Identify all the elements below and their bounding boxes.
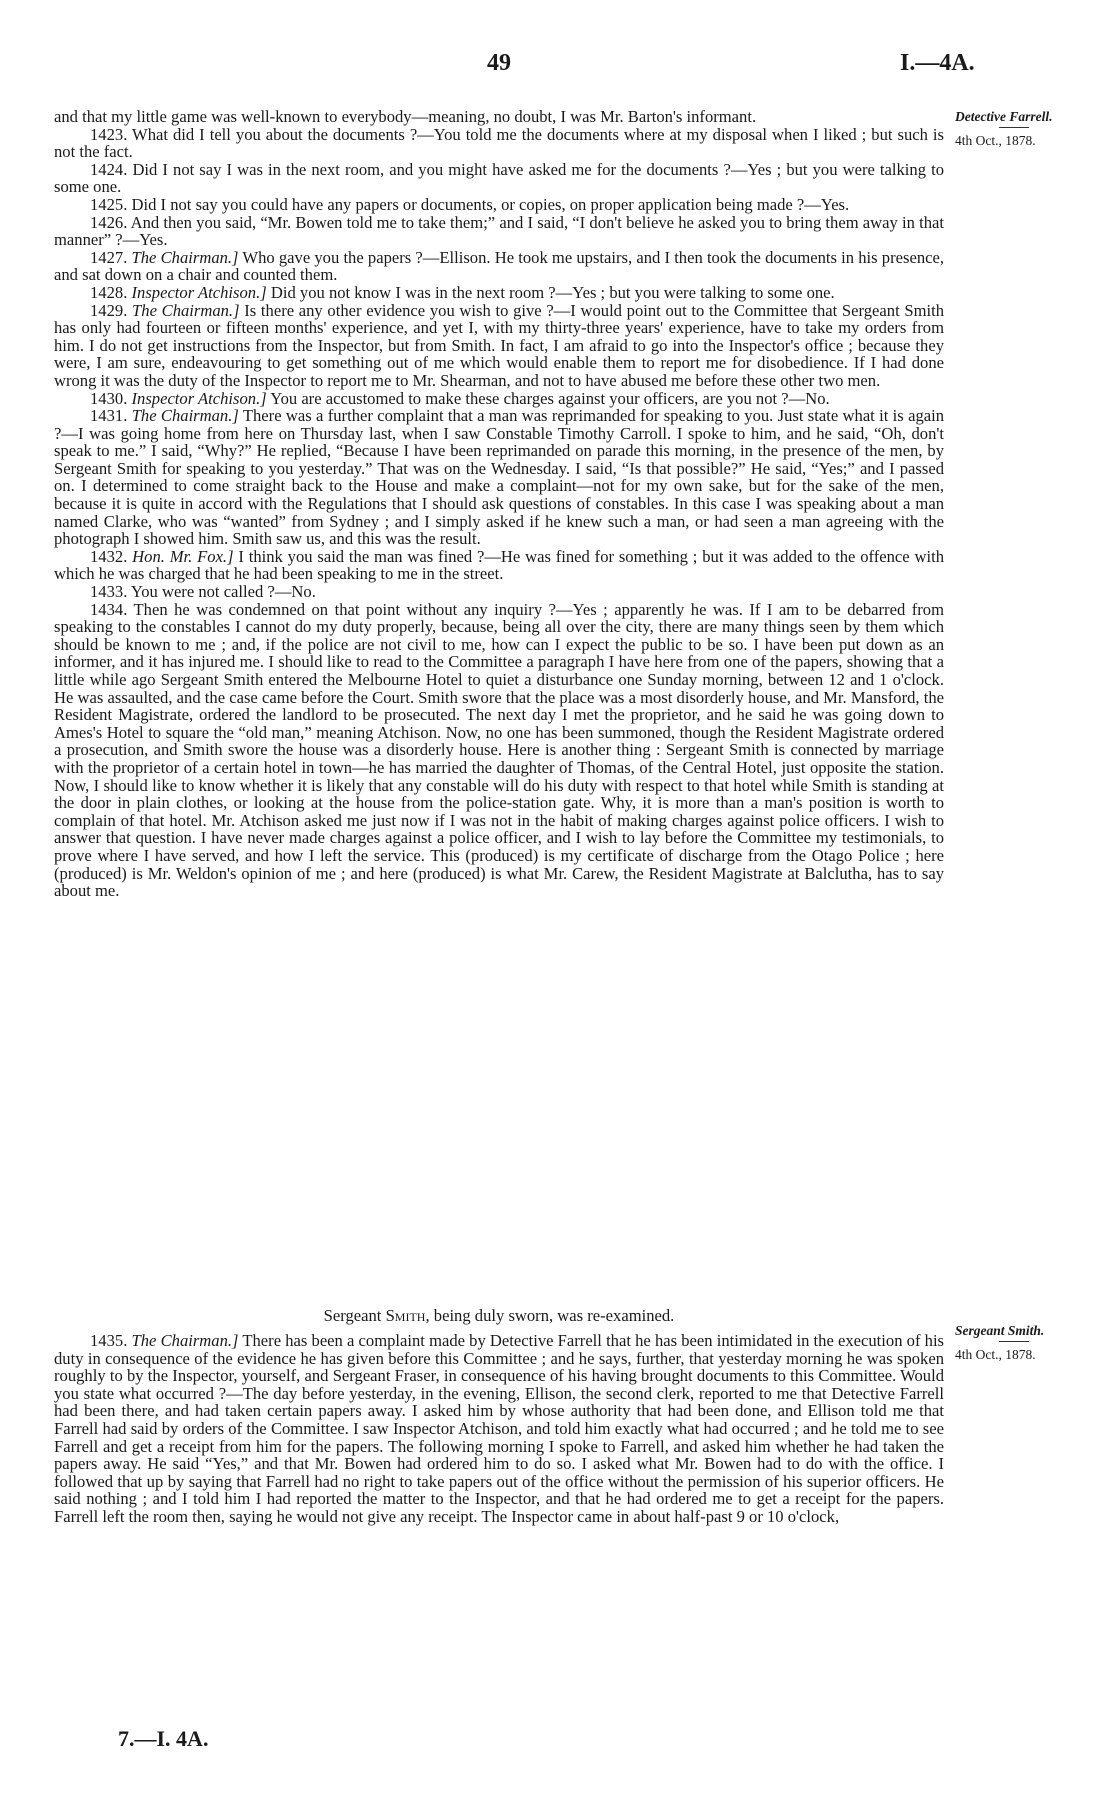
question-number: 1423. bbox=[90, 124, 128, 144]
question-number: 1431. bbox=[90, 406, 128, 426]
question-paragraph bbox=[54, 108, 944, 126]
margin-rule bbox=[999, 127, 1029, 128]
question-number: 1429. bbox=[90, 300, 128, 320]
question-number: 1427. bbox=[90, 247, 128, 267]
testimony-text: You were not called ?—No. bbox=[130, 582, 316, 602]
heading-name: Smith, bbox=[385, 1306, 430, 1325]
evidence-section-farrell bbox=[54, 108, 944, 900]
speaker-name: The Chairman.] bbox=[131, 1331, 239, 1350]
question-paragraph bbox=[54, 548, 944, 583]
margin-note-farrell bbox=[955, 108, 1095, 149]
paper-reference: I.—4A. bbox=[900, 50, 975, 76]
speaker-name: Hon. Mr. Fox.] bbox=[132, 546, 234, 566]
question-number: 1432. bbox=[90, 546, 128, 566]
evidence-section-smith bbox=[54, 1332, 944, 1526]
testimony-text: And then you said, “Mr. Bowen told me to take them;” and I said, “I don't believe he asked you to bring them away in that manner” ?—Yes. bbox=[54, 212, 944, 250]
question-paragraph bbox=[54, 284, 944, 302]
question-paragraph bbox=[54, 583, 944, 601]
question-number: 1430. bbox=[90, 388, 128, 408]
margin-witness-name: Sergeant Smith. bbox=[955, 1323, 1045, 1338]
testimony-text: Who gave you the papers ?—Ellison. He took me upstairs, and I then took the documents in his presence, and sat down on a chair and counted them. bbox=[54, 247, 944, 285]
testimony-text: Did I not say I was in the next room, and you might have asked me for the documents ?—Yes ; but you were talking to some one. bbox=[54, 159, 944, 197]
testimony-text: What did I tell you about the documents ?—You told me the documents where at my disposal when I liked ; but such is not the fact. bbox=[54, 124, 944, 162]
signature-reference: 7.—I. 4A. bbox=[118, 1726, 209, 1751]
margin-witness-name: Detective Farrell. bbox=[955, 109, 1053, 124]
question-paragraph bbox=[54, 407, 944, 548]
question-number: 1424. bbox=[90, 159, 128, 179]
question-number: 1425. bbox=[90, 194, 128, 214]
speaker-name: The Chairman.] bbox=[131, 247, 239, 267]
testimony-text: You are accustomed to make these charges against your officers, are you not ?—No. bbox=[270, 388, 830, 408]
margin-note-smith bbox=[955, 1322, 1095, 1363]
speaker-name: Inspector Atchison.] bbox=[131, 388, 267, 408]
question-paragraph bbox=[54, 1332, 944, 1526]
question-paragraph bbox=[54, 302, 944, 390]
margin-date: 4th Oct., 1878. bbox=[955, 133, 1036, 148]
heading-suffix: being duly sworn, was re-examined. bbox=[433, 1306, 675, 1325]
testimony-text: Is there any other evidence you wish to give ?—I would point out to the Committee that Sergeant Smith has only had fourteen or fifteen months' experience, and yet I, with my thirty-three years' experience, have to take my orders from him. I do not get instructions from the Inspector, but from Smith. In fact, I am afraid to go into the Inspector's office ; because they were, I am sure, endeavouring to get something out of me which would enable them to report me for disobedience. If I had done wrong it was the duty of the Inspector to report me to Mr. Shearman, and not to have abused me before these other two men. bbox=[54, 300, 945, 390]
question-number: 1426. bbox=[90, 212, 128, 232]
heading-prefix: Sergeant bbox=[323, 1306, 382, 1325]
question-paragraph bbox=[54, 214, 944, 249]
question-number: 1433. bbox=[90, 582, 128, 602]
question-number: 1428. bbox=[90, 282, 128, 302]
question-paragraph bbox=[54, 601, 944, 900]
question-number: 1434. bbox=[90, 599, 128, 619]
margin-date: 4th Oct., 1878. bbox=[955, 1347, 1036, 1362]
testimony-text: Did you not know I was in the next room ?—Yes ; but you were talking to some one. bbox=[270, 282, 835, 302]
witness-heading bbox=[54, 1306, 944, 1326]
speaker-name: The Chairman.] bbox=[131, 406, 239, 426]
question-paragraph bbox=[54, 126, 944, 161]
testimony-text: I think you said the man was fined ?—He was fined for something ; but it was added to the offence with which he was charged that he had been speaking to me in the street. bbox=[54, 546, 944, 584]
testimony-text: There has been a complaint made by Detective Farrell that he has been intimidated in the execution of his duty in consequence of the evidence he has given before this Committee ; and he says, further, that yesterday morning he was spoken roughly to by the Inspector, yourself, and Sergeant Fraser, in consequence of his having brought documents to this Committee. Would you state what occurred ?—The day before yesterday, in the evening, Ellison, the second clerk, reported to me that Detective Farrell had been there, and had taken certain papers away. I asked him by whose authority that had been done, and Ellison told me that Farrell had said by orders of the Committee. I saw Inspector Atchison, and told him exactly what had occurred ; and he told me to see Farrell and get a receipt from him for the papers. The following morning I spoke to Farrell, and asked him whether he had taken the papers away. He said “Yes,” and that Mr. Bowen had ordered him to do so. I asked what Mr. Bowen had to do with the office. I followed that up by saying that Farrell had no right to take papers out of the office without the permission of his superior officers. He said nothing ; and I told him I had reported the matter to the Inspector, and that he had ordered me to get a receipt for the papers. Farrell left the room then, saying he would not give any receipt. The Inspector came in about half-past 9 or 10 o'clock, bbox=[54, 1331, 945, 1526]
testimony-text: and that my little game was well-known to everybody—meaning, no doubt, I was Mr. Barton's informant. bbox=[54, 107, 757, 126]
question-paragraph bbox=[54, 390, 944, 408]
testimony-text: Then he was condemned on that point without any inquiry ?—Yes ; apparently he was. If I am to be debarred from speaking to the constables I cannot do my duty properly, because, being all over the city, there are many things seen by them which should be known to me ; and, if the police are not civil to me, how can I expect the public to be so. I have been put down as an informer, and it has injured me. I should like to read to the Committee a paragraph I have here from one of the papers, showing that a little while ago Sergeant Smith entered the Melbourne Hotel to quiet a disturbance one Sunday morning, between 12 and 1 o'clock. He was assaulted, and the case came before the Court. Smith swore that the place was a most disorderly house, and Mr. Mansford, the Resident Magistrate, ordered the landlord to be prosecuted. The next day I met the proprietor, and he said he was going down to Ames's Hotel to square the “old man,” meaning Atchison. Now, no one has been summoned, though the Resident Magistrate ordered a prosecution, and Smith swore the house was a disorderly house. Here is another thing : Sergeant Smith is connected by marriage with the proprietor of a certain hotel in town—he has married the daughter of Thomas, of the Central Hotel, just opposite the station. Now, I should like to know whether it is likely that any constable will do his duty with respect to that hotel while Smith is standing at the door in plain clothes, or looking at the house from the police-station gate. Why, it is more than a man's position is worth to complain of that hotel. Mr. Atchison asked me just now if I was not in the habit of making charges against police officers. I wish to answer that question. I have never made charges against a police officer, and I wish to lay before the Committee my testimonials, to prove where I have served, and how I left the service. This (produced) is my certificate of discharge from the Otago Police ; here (produced) is Mr. Weldon's opinion of me ; and here (produced) is what Mr. Carew, the Resident Magistrate at Balclutha, has to say about me. bbox=[54, 599, 944, 901]
testimony-text: There was a further complaint that a man was reprimanded for speaking to you. Just state what it is again ?—I was going home from here on Thursday last, when I saw Constable Timothy Carroll. I spoke to him, and he said, “Oh, don't speak to me.” I said, “Why?” He replied, “Because I have been reprimanded on parade this morning, in the presence of the men, by Sergeant Smith for speaking to you yesterday.” That was on the Wednesday. I said, “Is that possible?” He said, “Yes;” and I passed on. I determined to come straight back to the House and make a complaint—not for my own sake, but for the sake of the men, because it is quite in accord with the Regulations that I should ask questions of constables. In this case I was speaking about a man named Clarke, who was “wanted” from Sydney ; and I simply asked if he knew such a man, or had seen a man agreeing with the photograph I showed him. Smith saw us, and this was the result. bbox=[54, 406, 945, 549]
speaker-name: The Chairman.] bbox=[132, 300, 240, 320]
question-paragraph bbox=[54, 249, 944, 284]
margin-rule bbox=[999, 1341, 1029, 1342]
question-number: 1435. bbox=[90, 1331, 128, 1350]
speaker-name: Inspector Atchison.] bbox=[131, 282, 267, 302]
question-paragraph bbox=[54, 161, 944, 196]
testimony-text: Did I not say you could have any papers or documents, or copies, on proper application being made ?—Yes. bbox=[131, 194, 850, 214]
page-number: 49 bbox=[487, 50, 511, 76]
question-paragraph bbox=[54, 196, 944, 214]
